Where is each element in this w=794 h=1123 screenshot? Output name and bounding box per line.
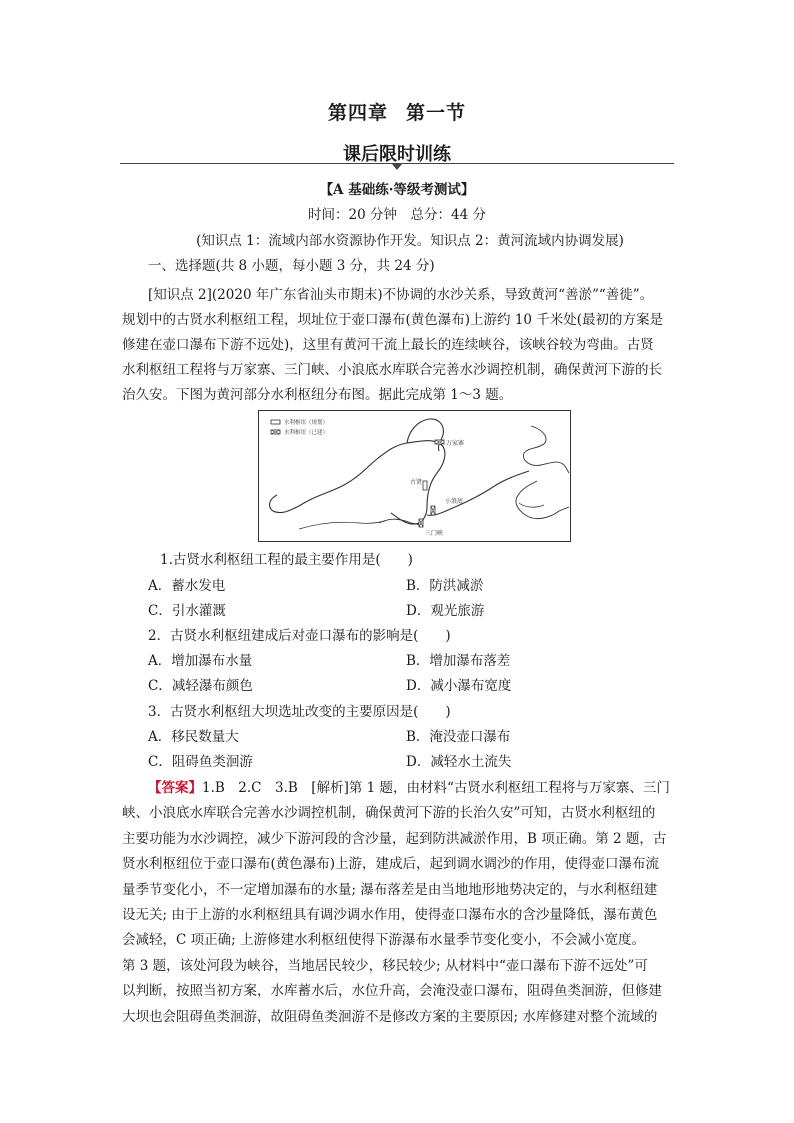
chapter-title [0, 98, 794, 125]
passage-line: 规划中的古贤水利枢纽工程，坝址位于壶口瀑布(黄色瀑布)上游约 10 千米处(最初的方案是 [122, 312, 664, 328]
answer-line: 主要功能为水沙调控，减少下游河段的含沙量，起到防洪减淤作用，B 项正确。第 2 题，古 [122, 831, 667, 847]
option-2c[interactable]: C．减轻瀑布颜色 [148, 678, 253, 694]
xiaolangdi-label: 小浪底 [445, 498, 464, 505]
option-3d[interactable]: D．减轻水土流失 [406, 754, 512, 770]
passage-line: 治久安。下图为黄河部分水利枢纽分布图。据此完成第 1～3 题。 [122, 387, 513, 403]
option-1c[interactable]: C．引水灌溉 [148, 603, 226, 619]
question-stem: 3．古贤水利枢纽大坝选址改变的主要原因是( ) [148, 704, 451, 720]
guxian-dam-icon [423, 481, 427, 490]
option-2a[interactable]: A．增加瀑布水量 [148, 653, 253, 669]
passage-line: [知识点 2](2020 年广东省汕头市期末)不协调的水沙关系，导致黄河“善淤”“善徙”。 [148, 287, 654, 303]
legend-planned-label: 水利枢纽（规划） [284, 420, 329, 426]
option-1d[interactable]: D．观光旅游 [406, 603, 485, 619]
xiaolangdi-dam-icon [431, 506, 435, 515]
answer-line: 峡、小浪底水库联合完善水沙调控机制，确保黄河下游的长治久安”可知，古贤水利枢纽的 [122, 805, 656, 821]
yellow-river-map [258, 410, 571, 542]
answer-line: 以判断，按照当初方案，水库蓄水后，水位升高，会淹没壶口瀑布，阻碍鱼类洄游，但修建 [122, 983, 662, 999]
question-stem: 2．古贤水利枢纽建成后对壶口瀑布的影响是( ) [148, 628, 451, 644]
test-level: 【A 基础练·等级考测试】 [319, 182, 475, 198]
sanmenxia-label: 三门峡 [425, 530, 444, 537]
answer-line: 会减轻，C 项正确; 上游修建水利枢纽使得下游瀑布水量季节变化变小，不会减小宽度。 [122, 932, 645, 948]
option-3a[interactable]: A．移民数量大 [148, 729, 239, 745]
option-1a[interactable]: A．蓄水发电 [148, 578, 226, 594]
divider-triangle-icon [392, 164, 402, 170]
passage-line: 水利枢纽工程将与万家寨、三门峡、小浪底水库联合完善水沙调控机制，确保黄河下游的长 [122, 362, 662, 378]
question-stem: 1.古贤水利枢纽工程的最主要作用是( ) [160, 552, 413, 568]
section-number: 第一节 [406, 102, 467, 124]
legend-built-label: 水利枢纽（已建） [284, 430, 329, 436]
answer-line: 大坝也会阻碍鱼类洄游，故阻碍鱼类洄游不是修改方案的主要原因; 水库修建对整个流域的 [122, 1009, 658, 1025]
coastline [523, 426, 569, 473]
option-2d[interactable]: D．减小瀑布宽度 [406, 678, 512, 694]
answer-tag: 【答案】 [148, 780, 202, 796]
wanjiazhai-label: 万家寨 [446, 440, 465, 447]
passage-line: 修建在壶口瀑布下游不远处)，这里有黄河干流上最长的连续峡谷，该峡谷较为弯曲。古贤 [122, 337, 654, 353]
option-3c[interactable]: C．阻碍鱼类洄游 [148, 754, 253, 770]
peninsula-coast [516, 481, 569, 519]
wei-river [379, 519, 421, 525]
answer-line: 量季节变化小，不一定增加瀑布的水量; 瀑布落差是由当地地形地势决定的，与水利枢纽建 [122, 882, 658, 898]
option-3b[interactable]: B．淹没壶口瀑布 [406, 729, 511, 745]
chapter-number: 第四章 [327, 102, 388, 124]
option-1b[interactable]: B．防洪减淤 [406, 578, 484, 594]
page-subtitle: 课后限时训练 [343, 144, 451, 165]
knowledge-points: (知识点 1：流域内部水资源协作开发。知识点 2：黄河流域内协调发展) [196, 233, 624, 249]
map-drawing [259, 411, 570, 541]
answer-text: 1.B 2.C 3.B [解析]第 1 题，由材料“古贤水利枢纽工程将与万家寨、三门 [202, 780, 670, 796]
section-heading: 一、选择题(共 8 小题，每小题 3 分，共 24 分) [148, 258, 435, 274]
option-2b[interactable]: B．增加瀑布落差 [406, 653, 511, 669]
answer-line: 设无关; 由于上游的水利枢纽具有调沙调水作用，使得壶口瀑布水的含沙量降低，瀑布黄色 [122, 907, 658, 923]
lower-reach [427, 471, 529, 515]
answer-line: 贤水利枢纽位于壶口瀑布(黄色瀑布)上游，建成后，起到调水调沙的作用，使得壶口瀑布流 [122, 856, 660, 872]
sanmenxia-dam-icon [419, 519, 423, 527]
answer-first-line [148, 776, 670, 800]
tributary [299, 521, 385, 529]
wanjiazhai-dam-icon [435, 440, 444, 444]
guxian-label: 古贤 [410, 479, 423, 486]
time-info: 时间：20 分钟 总分：44 分 [308, 207, 486, 223]
legend-planned-icon [271, 420, 280, 424]
answer-line: 第 3 题，该处河段为峡谷，当地居民较少，移民较少; 从材料中“壶口瀑布下游不远处”可 [122, 958, 648, 974]
